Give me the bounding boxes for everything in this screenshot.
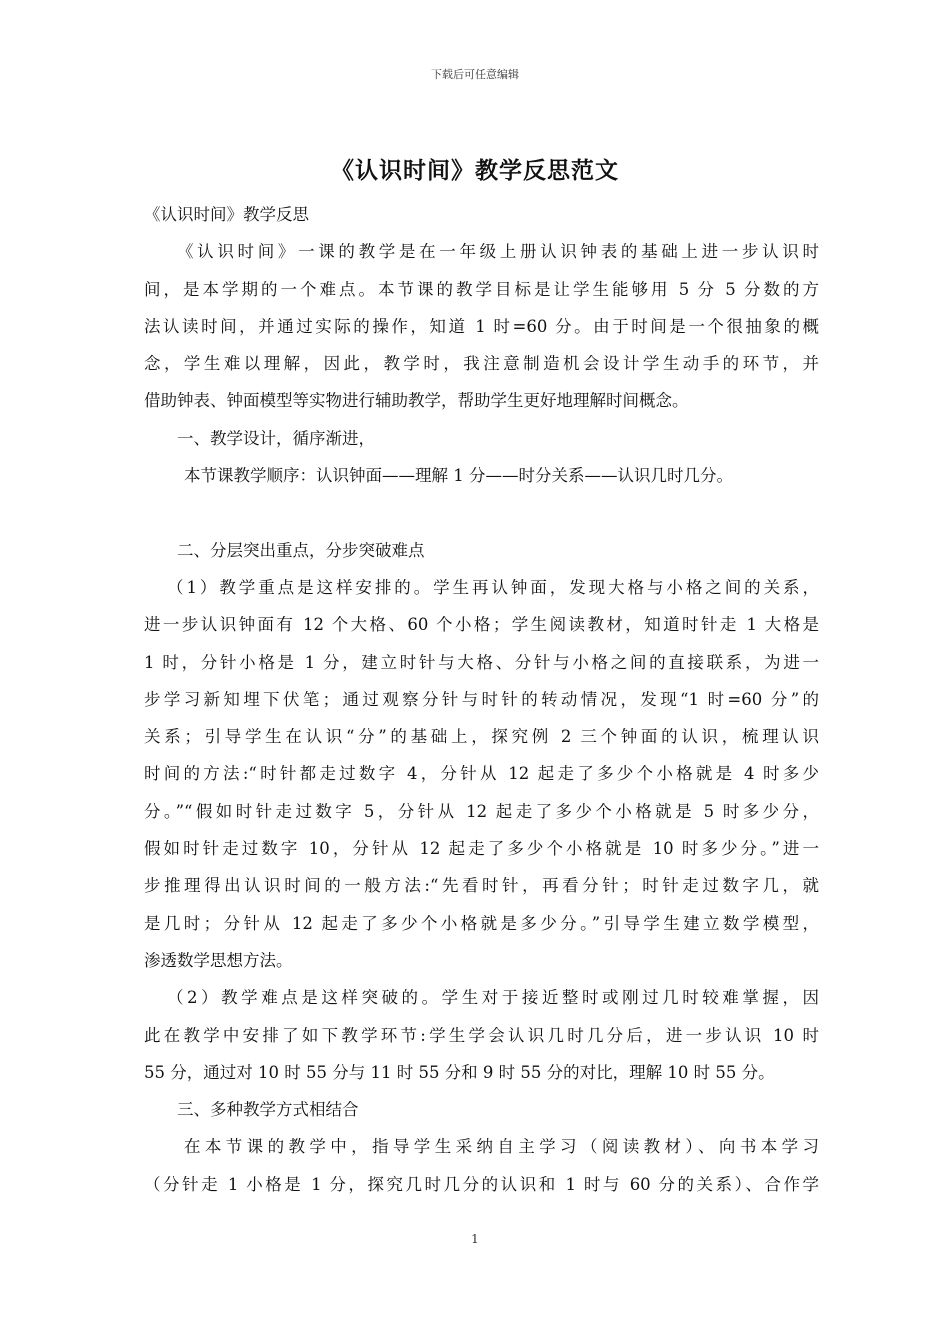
paragraph-line: （1）教学重点是这样安排的。学生再认钟面，发现大格与小格之间的关系，: [167, 577, 819, 597]
paragraph-line: 关系；引导学生在认识“分”的基础上，探究例 2 三个钟面的认识，梳理认识: [144, 727, 819, 747]
document-title: 《认识时间》教学反思范文: [331, 158, 619, 184]
page-number: 1: [471, 1232, 479, 1246]
paragraph-line: 分。”“假如时针走过数字 5，分针从 12 起走了多少个小格就是 5 时多少分，: [144, 801, 819, 821]
section-heading-1: 一、教学设计，循序渐进，: [177, 428, 375, 448]
document-body: [144, 196, 819, 1203]
paragraph-intro: [144, 233, 819, 419]
paragraph-line: 1 时，分针小格是 1 分，建立时针与大格、分针与小格之间的直接联系，为进一: [144, 652, 819, 672]
section-heading-3: 三、多种教学方式相结合: [177, 1100, 359, 1120]
subtitle: 《认识时间》教学反思: [144, 205, 309, 224]
teaching-sequence: 本节课教学顺序：认识钟面——理解 1 分——时分关系——认识几时几分。: [184, 466, 733, 486]
paragraph-line: （分针走 1 小格是 1 分，探究几时几分的认识和 1 时与 60 分的关系）、合作学: [144, 1174, 819, 1194]
paragraph-line: 法认读时间，并通过实际的操作，知道 1 时=60 分。由于时间是一个很抽象的概: [144, 316, 819, 336]
paragraph-line: 步学习新知埋下伏笔；通过观察分针与时针的转动情况，发现“1 时=60 分”的: [144, 689, 819, 709]
paragraph-line: 念，学生难以理解，因此，教学时，我注意制造机会设计学生动手的环节，并: [144, 354, 819, 374]
paragraph-line: 渗透数学思想方法。: [144, 950, 293, 970]
blank-line: [144, 494, 819, 531]
paragraph-line: 假如时针走过数字 10，分针从 12 起走了多少个小格就是 10 时多少分。”进一: [144, 839, 819, 859]
section-heading-2: 二、分层突出重点，分步突破难点: [177, 540, 425, 560]
paragraph-line: 是几时；分针从 12 起走了多少个小格就是多少分。”引导学生建立数学模型，: [144, 913, 819, 933]
paragraph-line: 进一步认识钟面有 12 个大格、60 个小格；学生阅读教材，知道时针走 1 大格是: [144, 615, 819, 635]
paragraph-line: 步推理得出认识时间的一般方法:“先看时针，再看分针；时针走过数字几，就: [144, 876, 819, 896]
paragraph-teaching-methods: [144, 1128, 819, 1203]
page-header: 下载后可任意编辑: [431, 68, 519, 81]
paragraph-line: 借助钟表、钟面模型等实物进行辅助教学，帮助学生更好地理解时间概念。: [144, 391, 689, 411]
paragraph-line: 在本节课的教学中，指导学生采纳自主学习（阅读教材）、向书本学习: [184, 1137, 819, 1157]
paragraph-line: 《认识时间》一课的教学是在一年级上册认识钟表的基础上进一步认识时: [177, 242, 819, 262]
paragraph-line: 时间的方法:“时针都走过数字 4，分针从 12 起走了多少个小格就是 4 时多少: [144, 764, 819, 784]
paragraph-difficult-points: [144, 979, 819, 1091]
paragraph-key-points: [144, 569, 819, 979]
paragraph-line: 此在教学中安排了如下教学环节:学生学会认识几时几分后，进一步认识 10 时: [144, 1025, 819, 1045]
paragraph-line: 间，是本学期的一个难点。本节课的教学目标是让学生能够用 5 分 5 分数的方: [144, 279, 819, 299]
paragraph-line: （2）教学难点是这样突破的。学生对于接近整时或刚过几时较难掌握，因: [167, 988, 819, 1008]
paragraph-line: 55 分，通过对 10 时 55 分与 11 时 55 分和 9 时 55 分的对比，理解 10 时 55 分。: [144, 1062, 775, 1082]
